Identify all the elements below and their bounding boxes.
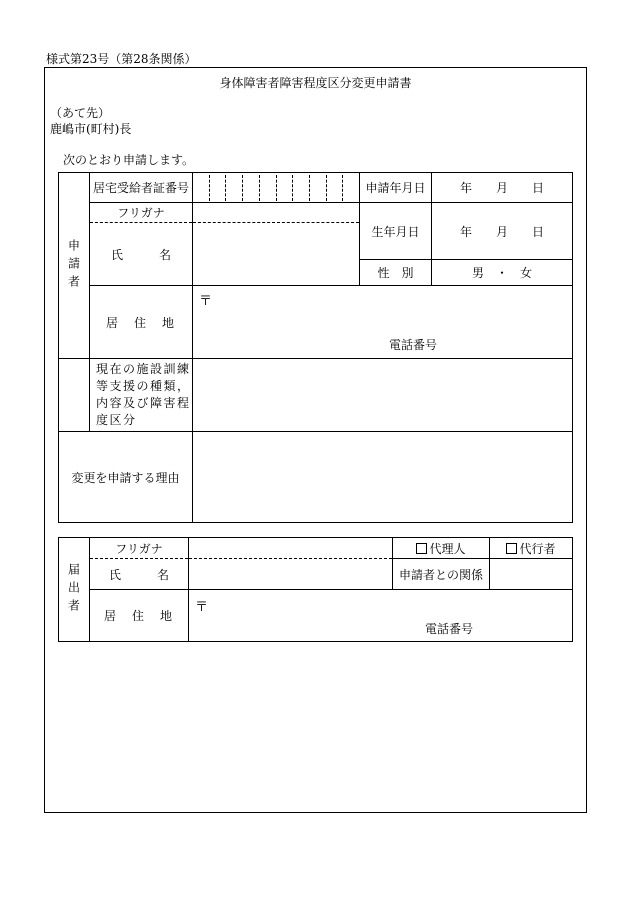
address-label: 居 住 地 xyxy=(90,286,193,359)
cert-number-label: 居宅受給者証番号 xyxy=(90,173,193,203)
addressee: 鹿嶋市(町村)長 xyxy=(50,122,132,136)
furigana-label: フリガナ xyxy=(90,203,193,223)
form-number-label: 様式第23号（第28条関係） xyxy=(46,52,197,66)
form-title: 身体障害者障害程度区分変更申請書 xyxy=(219,76,412,90)
agent-label: 代理人 xyxy=(429,541,466,556)
submitter-table xyxy=(58,537,573,642)
reason-label: 変更を申請する理由 xyxy=(59,432,193,523)
cert-number-field[interactable] xyxy=(193,173,360,203)
gender-field[interactable]: 男 ・ 女 xyxy=(432,260,573,286)
submitter-furigana-field[interactable] xyxy=(189,538,393,559)
cert-number-digit[interactable] xyxy=(293,175,310,201)
addressee-prefix: （あて先） xyxy=(50,106,111,120)
phone-label: 電話番号 xyxy=(389,338,438,352)
cert-number-digit[interactable] xyxy=(260,175,277,201)
relation-label: 申請者との関係 xyxy=(393,559,490,590)
submitter-address-label: 居 住 地 xyxy=(90,590,189,642)
name-field[interactable] xyxy=(193,223,360,286)
application-date-label: 申請年月日 xyxy=(360,173,432,203)
name-label: 氏 名 xyxy=(90,223,193,286)
submitter-address-field[interactable] xyxy=(189,590,573,642)
proxy-checkbox[interactable] xyxy=(506,543,517,554)
agent-option[interactable] xyxy=(393,538,490,559)
intro-text: 次のとおり申請します。 xyxy=(63,153,195,167)
submitter-furigana-label: フリガナ xyxy=(90,538,189,559)
submitter-name-field[interactable] xyxy=(189,559,393,590)
postal-mark: 〒 xyxy=(199,294,213,309)
furigana-field[interactable] xyxy=(193,203,360,223)
proxy-label: 代行者 xyxy=(519,541,556,556)
applicant-table xyxy=(58,172,573,523)
cert-number-digit[interactable] xyxy=(343,175,359,201)
agent-checkbox[interactable] xyxy=(416,543,427,554)
relation-field[interactable] xyxy=(490,559,573,590)
reason-field[interactable] xyxy=(193,432,573,523)
gender-label: 性 別 xyxy=(360,260,432,286)
cert-number-digit[interactable] xyxy=(327,175,344,201)
cert-number-digit[interactable] xyxy=(226,175,243,201)
cert-number-digit[interactable] xyxy=(210,175,227,201)
address-field[interactable] xyxy=(193,286,573,359)
cert-number-digit[interactable] xyxy=(310,175,327,201)
submitter-phone-label: 電話番号 xyxy=(425,622,474,636)
facility-field[interactable] xyxy=(193,359,573,432)
cert-number-digit[interactable] xyxy=(193,175,210,201)
birth-date-label: 生年月日 xyxy=(360,203,432,260)
submitter-name-label: 氏 名 xyxy=(90,559,189,590)
application-date-field[interactable]: 年 月 日 xyxy=(432,173,573,203)
submitter-postal-mark: 〒 xyxy=(195,600,209,615)
cert-number-digit[interactable] xyxy=(277,175,294,201)
birth-date-field[interactable]: 年 月 日 xyxy=(432,203,573,260)
applicant-section-label: 申請者 xyxy=(59,173,90,359)
submitter-section-label: 届出者 xyxy=(59,538,90,642)
proxy-option[interactable] xyxy=(490,538,573,559)
facility-label: 現在の施設訓練等支援の種類，内容及び障害程度区分 xyxy=(90,359,193,432)
cert-number-digit[interactable] xyxy=(243,175,260,201)
